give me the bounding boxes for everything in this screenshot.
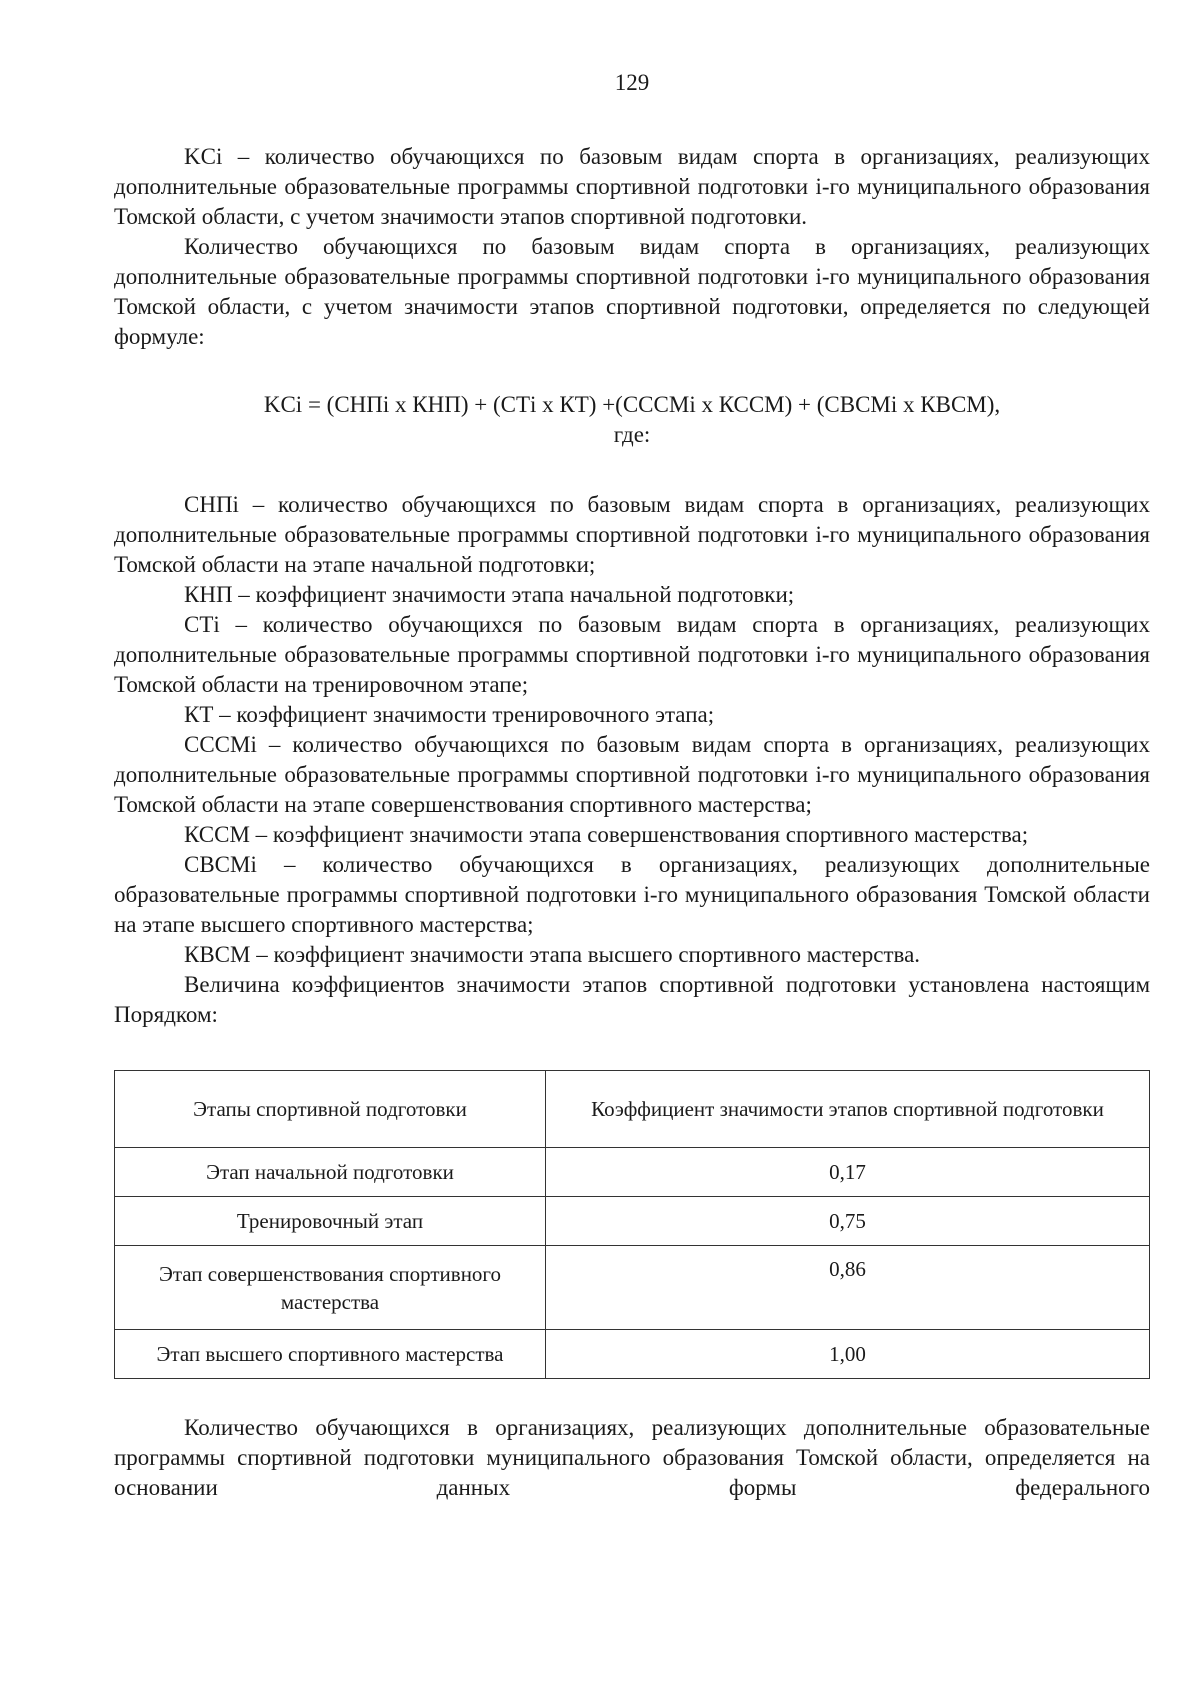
- table-cell-coefficient: 0,17: [546, 1148, 1150, 1197]
- definition-knp: КНП – коэффициент значимости этапа начальной подготовки;: [184, 582, 795, 607]
- paragraph-count-source: Количество обучающихся в организациях, реализующих дополнительные образовательные программы спортивной подготовки муниципального образования Томской области, определяется на основании данных формы федерального: [114, 1415, 1150, 1500]
- definition-sssm: СССМi – количество обучающихся по базовым видам спорта в организациях, реализующих дополнительные образовательные программы спортивной подготовки i-го муниципального образования Томской области на этапе совершенствования спортивного мастерства;: [114, 732, 1150, 817]
- page-number: 129: [614, 70, 650, 95]
- table-row: [115, 1148, 1150, 1197]
- table-cell-coefficient: 0,75: [546, 1197, 1150, 1246]
- table-row: [115, 1246, 1150, 1330]
- table-header-stage: Этапы спортивной подготовки: [115, 1071, 546, 1148]
- definition-st: СТi – количество обучающихся по базовым видам спорта в организациях, реализующих дополнительные образовательные программы спортивной подготовки i-го муниципального образования Томской области на тренировочном этапе;: [114, 612, 1150, 697]
- definition-kvsm: КВСМ – коэффициент значимости этапа высшего спортивного мастерства.: [184, 942, 921, 967]
- table-cell-stage: Тренировочный этап: [115, 1197, 546, 1246]
- definition-snp: СНПi – количество обучающихся по базовым видам спорта в организациях, реализующих дополнительные образовательные программы спортивной подготовки i-го муниципального образования Томской области на этапе начальной подготовки;: [114, 492, 1150, 577]
- formula: KCi = (СНПi x КНП) + (СТi x КТ) +(СССМi x КССМ) + (СВСМi x КВСМ),: [263, 392, 1001, 417]
- table-header-coefficient: Коэффициент значимости этапов спортивной подготовки: [546, 1071, 1150, 1148]
- table-cell-stage: Этап начальной подготовки: [115, 1148, 546, 1197]
- definition-kt: КТ – коэффициент значимости тренировочного этапа;: [184, 702, 715, 727]
- table-header-row: [115, 1071, 1150, 1148]
- table-row: [115, 1197, 1150, 1246]
- paragraph-coefficients-intro: Величина коэффициентов значимости этапов спортивной подготовки установлена настоящим Порядком:: [114, 972, 1150, 1027]
- paragraph-formula-intro: Количество обучающихся по базовым видам спорта в организациях, реализующих дополнительные образовательные программы спортивной подготовки i-го муниципального образования Томской области, с учетом значимости этапов спортивной подготовки, определяется по следующей формуле:: [114, 234, 1150, 349]
- table-cell-coefficient: 0,86: [546, 1246, 1150, 1330]
- table-cell-stage: Этап высшего спортивного мастерства: [115, 1330, 546, 1379]
- definition-kssm: КССМ – коэффициент значимости этапа совершенствования спортивного мастерства;: [184, 822, 1029, 847]
- formula-where: где:: [613, 422, 651, 447]
- table-cell-stage: Этап совершенствования спортивного мастерства: [115, 1246, 546, 1330]
- table-cell-coefficient: 1,00: [546, 1330, 1150, 1379]
- table-row: [115, 1330, 1150, 1379]
- definition-svsm: СВСМi – количество обучающихся в организациях, реализующих дополнительные образовательные программы спортивной подготовки i-го муниципального образования Томской области на этапе высшего спортивного мастерства;: [114, 852, 1150, 937]
- coefficients-table: [114, 1070, 1150, 1379]
- paragraph-kci-definition: KCi – количество обучающихся по базовым видам спорта в организациях, реализующих дополнительные образовательные программы спортивной подготовки i-го муниципального образования Томской области, с учетом значимости этапов спортивной подготовки.: [114, 144, 1150, 229]
